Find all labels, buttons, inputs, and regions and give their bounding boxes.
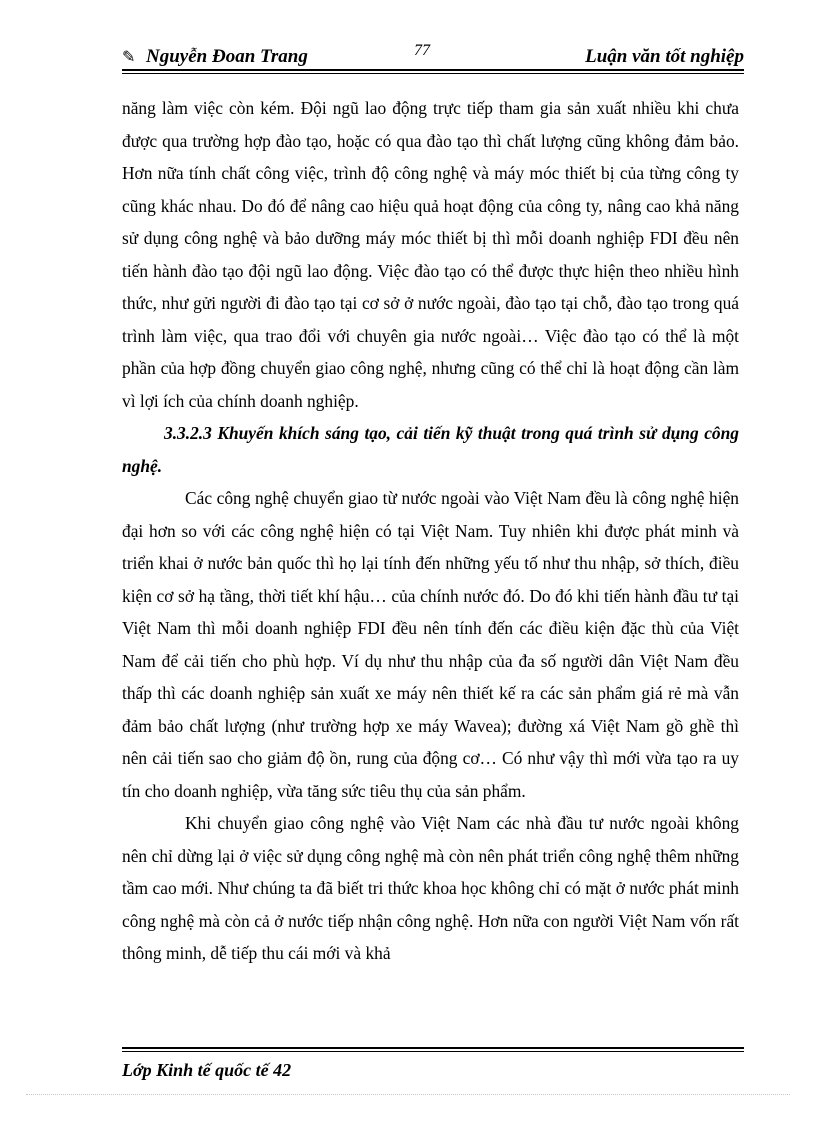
footer-rule-thin (122, 1051, 744, 1052)
body-paragraph: Khi chuyển giao công nghệ vào Việt Nam các nhà đầu tư nước ngoài không nên chỉ dừng lại ở việc sử dụng công nghệ mà còn nên phát triển công nghệ thêm những tầm cao mới. Như chúng ta đã biết tri thức khoa học không chỉ có mặt ở nước phát minh công nghệ mà còn cả ở nước tiếp nhận công nghệ. Hơn nữa con người Việt Nam vốn rất thông minh, dễ tiếp thu cái mới và khả (122, 813, 739, 963)
page-body (122, 92, 739, 970)
body-paragraph: Các công nghệ chuyển giao từ nước ngoài vào Việt Nam đều là công nghệ hiện đại hơn so với các công nghệ hiện có tại Việt Nam. Tuy nhiên khi được phát minh và triển khai ở nước bản quốc thì họ lại tính đến những yếu tố như thu nhập, sở thích, điều kiện cơ sở hạ tầng, thời tiết khí hậu… của chính nước đó. Do đó khi tiến hành đầu tư tại Việt Nam thì mỗi doanh nghiệp FDI đều nên tính đến các điều kiện đặc thù của Việt Nam để cải tiến cho phù hợp. Ví dụ như thu nhập của đa số người dân Việt Nam đều thấp thì các doanh nghiệp sản xuất xe máy nên thiết kế ra các sản phẩm giá rẻ mà vẫn đảm bảo chất lượng (như trường hợp xe máy Wavea); đường xá Việt Nam gồ ghề thì nên cải tiến sao cho giảm độ ồn, rung của động cơ… Có như vậy thì mới vừa tạo ra uy tín cho doanh nghiệp, vừa tăng sức tiêu thụ của sản phẩm. (122, 488, 739, 801)
pen-icon: ✎ (122, 49, 136, 66)
section-heading: 3.3.2.3 Khuyến khích sáng tạo, cải tiến kỹ thuật trong quá trình sử dụng công nghệ. (122, 423, 739, 476)
page-header (122, 44, 744, 72)
header-thesis-label: Luận văn tốt nghiệp (585, 46, 744, 67)
header-author: Nguyễn Đoan Trang (146, 46, 308, 67)
page-bottom-dotted-line (26, 1094, 790, 1095)
page-footer: Lớp Kinh tế quốc tế 42 (122, 1060, 292, 1080)
body-paragraph: năng làm việc còn kém. Đội ngũ lao động trực tiếp tham gia sản xuất nhiều khi chưa được qua trường hợp đào tạo, hoặc có qua đào tạo thì chất lượng cũng không đảm bảo. Hơn nữa tính chất công việc, trình độ công nghệ và máy móc thiết bị của từng công ty cũng khác nhau. Do đó để nâng cao hiệu quả hoạt động của công ty, nâng cao khả năng sử dụng công nghệ và bảo dưỡng máy móc thiết bị thì mỗi doanh nghiệp FDI đều nên tiến hành đào tạo đội ngũ lao động. Việc đào tạo có thể được thực hiện theo nhiều hình thức, như gửi người đi đào tạo tại cơ sở ở nước ngoài, đào tạo tại chỗ, đào tạo trong quá trình làm việc, qua trao đổi với chuyên gia nước ngoài… Việc đào tạo có thể là một phần của hợp đồng chuyển giao công nghệ, nhưng cũng có thể chỉ là hoạt động cần làm vì lợi ích của chính doanh nghiệp. (122, 98, 739, 411)
header-rule-thick (122, 69, 744, 71)
header-rule-thin (122, 73, 744, 74)
page-number: 77 (414, 42, 430, 59)
footer-rule-thick (122, 1047, 744, 1049)
